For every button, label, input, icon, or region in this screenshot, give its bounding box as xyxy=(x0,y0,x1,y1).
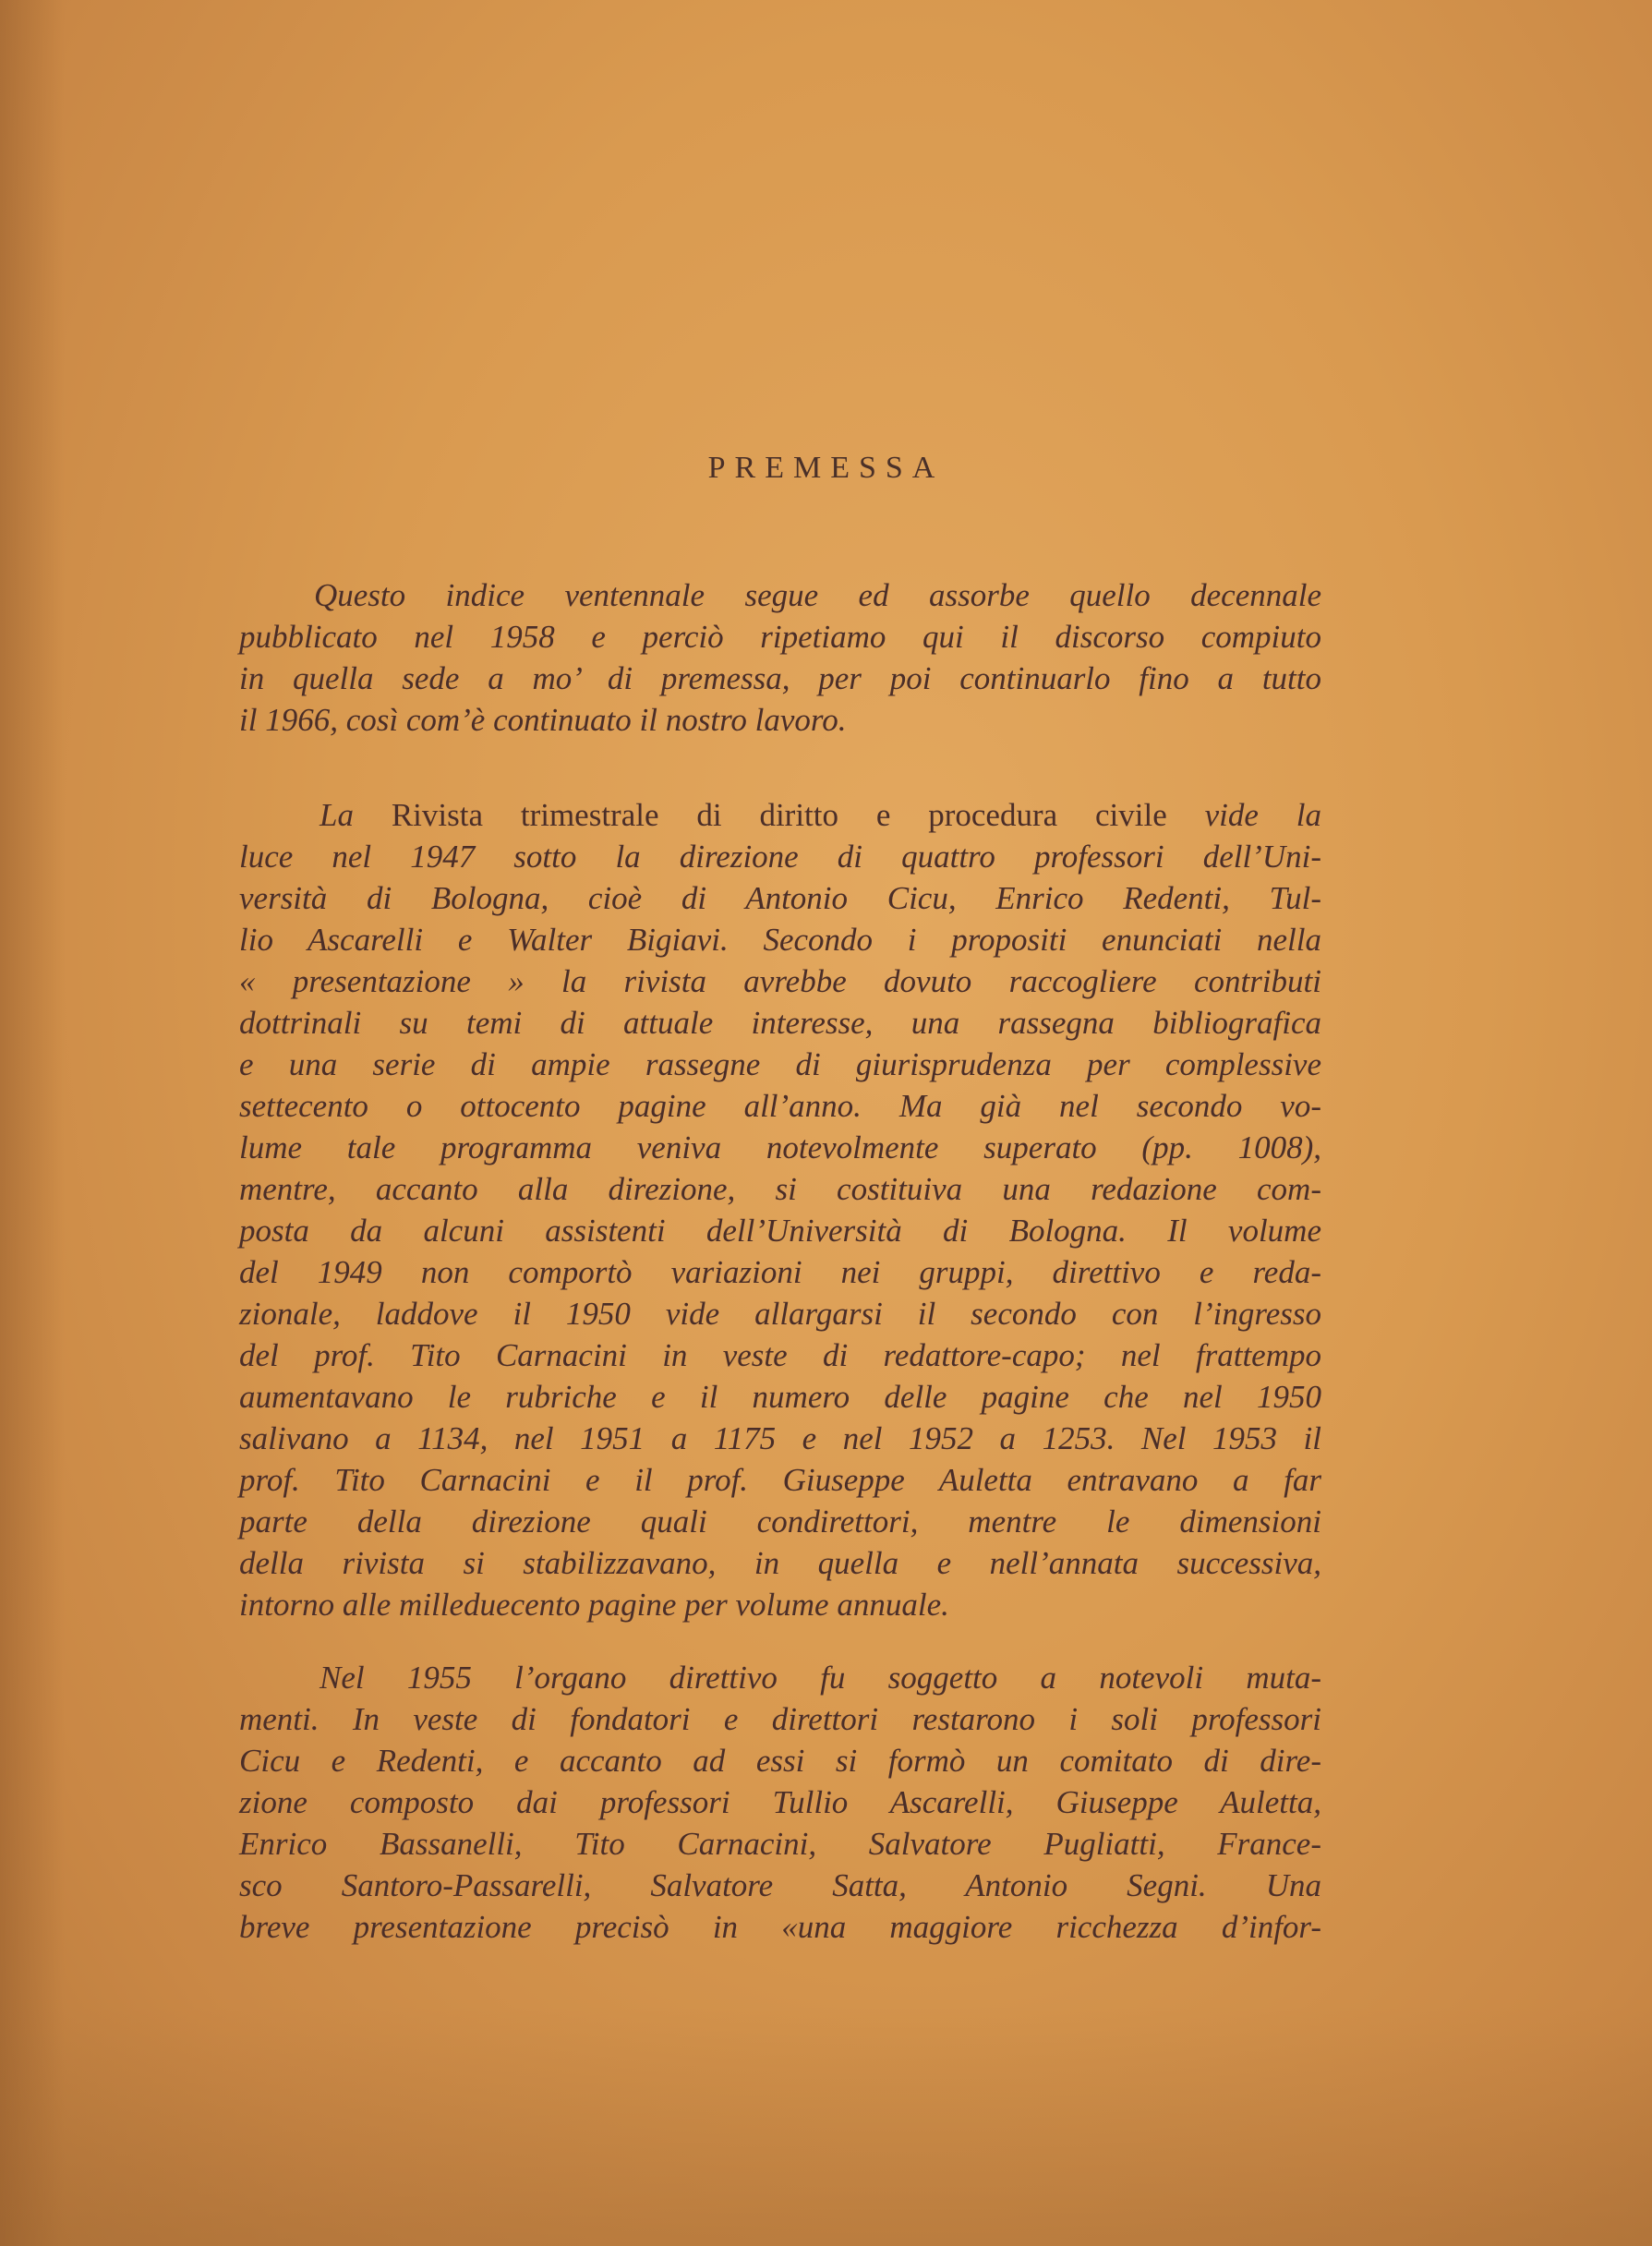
text-line: zionale, laddove il 1950 vide allargarsi il secondo con l’ingresso xyxy=(239,1296,1321,1332)
text-line: aumentavano le rubriche e il numero delle pagine che nel 1950 xyxy=(239,1379,1321,1415)
page-edge-shadow xyxy=(0,0,65,2246)
text-line: Questo indice ventennale segue ed assorbe quello decennale xyxy=(314,577,1321,613)
text-fragment-roman: Rivista trimestrale di diritto e procedura civile xyxy=(353,797,1205,833)
text-line: settecento o ottocento pagine all’anno. Ma già nel secondo vo- xyxy=(239,1088,1321,1124)
text-line: Nel 1955 l’organo direttivo fu soggetto a notevoli muta- xyxy=(320,1660,1321,1696)
page-heading: PREMESSA xyxy=(707,451,945,485)
page-bottom-shading xyxy=(0,2006,1652,2246)
text-line: in quella sede a mo’ di premessa, per poi continuarlo fino a tutto xyxy=(239,660,1321,696)
text-line: e una serie di ampie rassegne di giurisprudenza per complessive xyxy=(239,1046,1321,1082)
text-line: Cicu e Redenti, e accanto ad essi si formò un comitato di dire- xyxy=(239,1743,1321,1779)
text-line: luce nel 1947 sotto la direzione di quattro professori dell’Uni- xyxy=(239,839,1321,875)
text-line: intorno alle milleduecento pagine per volume annuale. xyxy=(239,1587,949,1623)
text-fragment-italic: La xyxy=(320,797,354,833)
text-fragment-italic: vide la xyxy=(1204,797,1321,833)
paragraph-1 xyxy=(239,574,1321,741)
text-line: lume tale programma veniva notevolmente superato (pp. 1008), xyxy=(239,1129,1321,1165)
text-line: del prof. Tito Carnacini in veste di redattore-capo; nel frattempo xyxy=(239,1337,1321,1373)
text-line: « presentazione » la rivista avrebbe dovuto raccogliere contributi xyxy=(239,963,1321,999)
text-line: il 1966, così com’è continuato il nostro lavoro. xyxy=(239,702,847,738)
text-line: Enrico Bassanelli, Tito Carnacini, Salvatore Pugliatti, France- xyxy=(239,1826,1321,1862)
text-line: parte della direzione quali condirettori, mentre le dimensioni xyxy=(239,1503,1321,1540)
text-line: posta da alcuni assistenti dell’Università di Bologna. Il volume xyxy=(239,1213,1321,1249)
text-line: del 1949 non comportò variazioni nei gruppi, direttivo e reda- xyxy=(239,1254,1321,1290)
text-line: breve presentazione precisò in «una maggiore ricchezza d’infor- xyxy=(239,1909,1321,1945)
text-line: sco Santoro-Passarelli, Salvatore Satta, Antonio Segni. Una xyxy=(239,1867,1321,1903)
text-line: mentre, accanto alla direzione, si costituiva una redazione com- xyxy=(239,1171,1321,1207)
text-line-first xyxy=(239,794,1321,836)
paragraph-3 xyxy=(239,1657,1321,1948)
text-line: zione composto dai professori Tullio Ascarelli, Giuseppe Auletta, xyxy=(239,1784,1321,1820)
text-line: dottrinali su temi di attuale interesse, una rassegna bibliografica xyxy=(239,1005,1321,1041)
text-line: menti. In veste di fondatori e direttori restarono i soli professori xyxy=(239,1701,1321,1737)
text-line: versità di Bologna, cioè di Antonio Cicu, Enrico Redenti, Tul- xyxy=(239,880,1321,916)
text-line: pubblicato nel 1958 e perciò ripetiamo qui il discorso compiuto xyxy=(239,619,1321,655)
text-line: lio Ascarelli e Walter Bigiavi. Secondo i propositi enunciati nella xyxy=(239,922,1321,958)
text-line: salivano a 1134, nel 1951 a 1175 e nel 1952 a 1253. Nel 1953 il xyxy=(239,1420,1321,1456)
text-line: prof. Tito Carnacini e il prof. Giuseppe Auletta entravano a far xyxy=(239,1462,1321,1498)
paragraph-2 xyxy=(239,794,1321,1625)
text-line: della rivista si stabilizzavano, in quella e nell’annata successiva, xyxy=(239,1545,1321,1581)
